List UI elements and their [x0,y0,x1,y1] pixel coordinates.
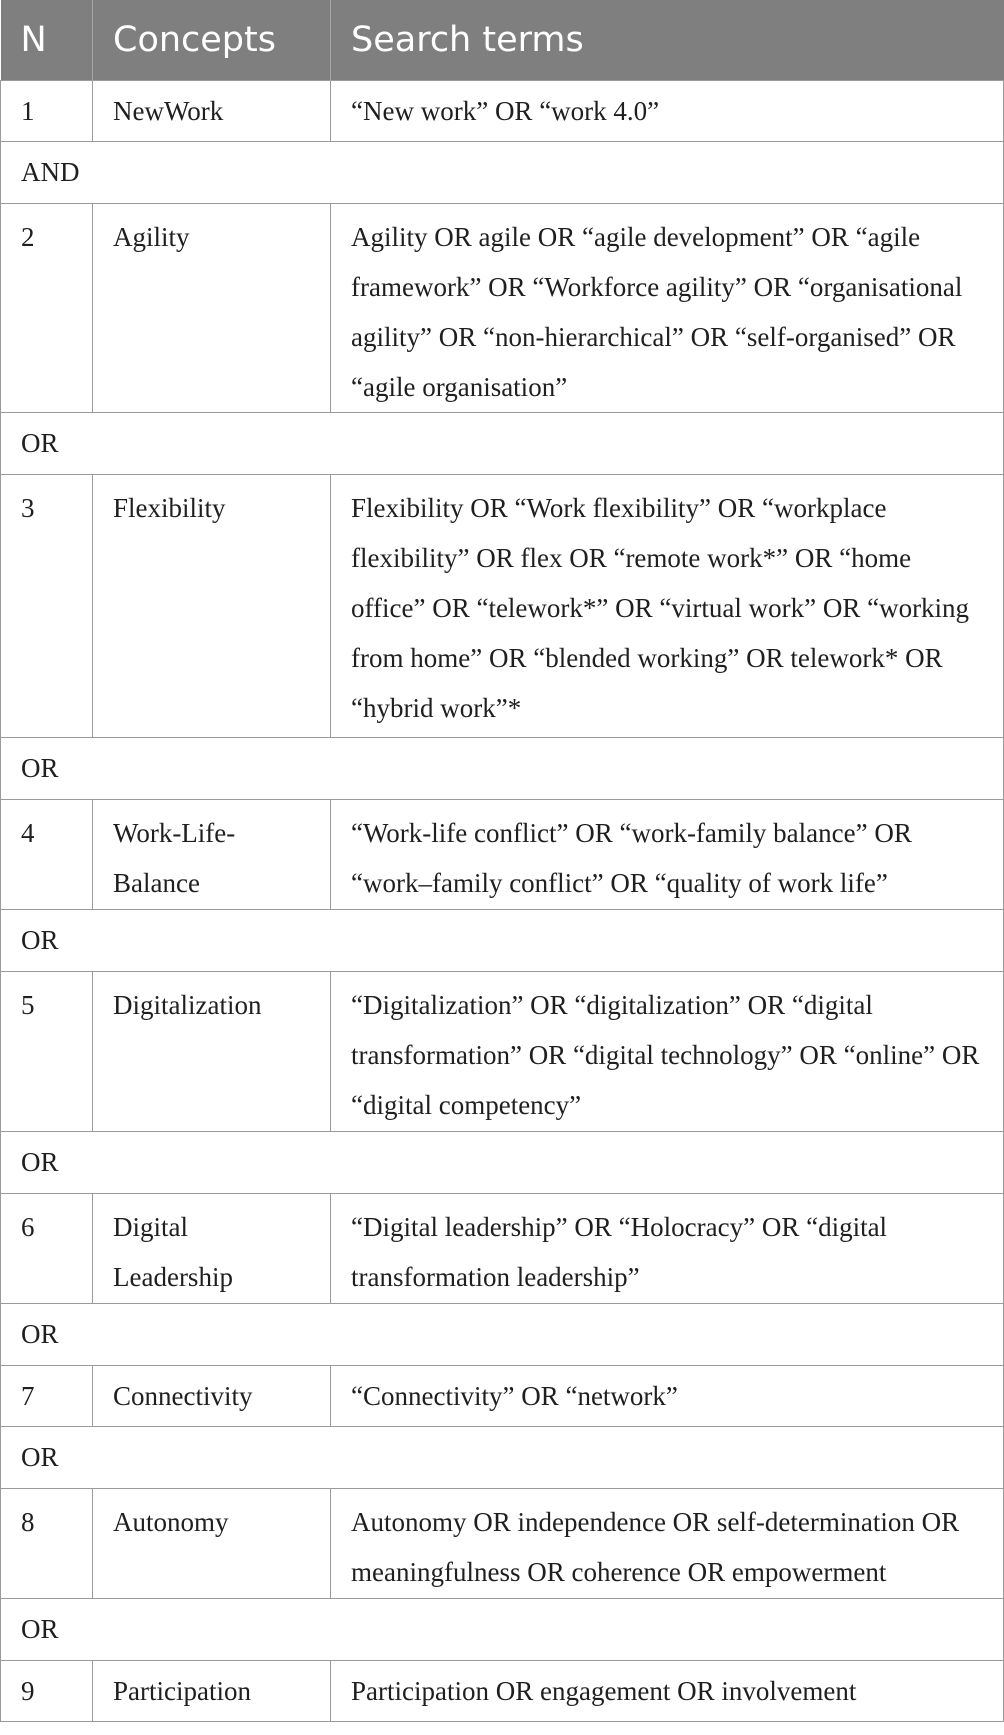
row-number: 2 [1,203,93,412]
connector-row [1,737,1004,799]
table-row [1,80,1004,141]
table-row [1,1365,1004,1426]
row-terms: “New work” OR “work 4.0” [331,80,1004,141]
connector-label: OR [1,909,1004,971]
row-terms: “Digital leadership” OR “Holocracy” OR “digital transformation leadership” [331,1193,1004,1303]
row-number: 1 [1,80,93,141]
row-number: 3 [1,474,93,737]
connector-row [1,1598,1004,1660]
connector-label: OR [1,1426,1004,1488]
row-terms: “Work-life conflict” OR “work-family balance” OR “work–family conflict” OR “quality of work life” [331,799,1004,909]
row-number: 5 [1,971,93,1131]
header-concepts: Concepts [93,0,331,80]
header-n: N [1,0,93,80]
connector-label: AND [1,141,1004,203]
row-terms: Participation OR engagement OR involvement [331,1660,1004,1721]
row-number: 9 [1,1660,93,1721]
row-concept: Participation [93,1660,331,1721]
row-concept: NewWork [93,80,331,141]
row-concept: Work-Life-Balance [93,799,331,909]
header-search-terms: Search terms [331,0,1004,80]
connector-row [1,1131,1004,1193]
table-row [1,474,1004,737]
row-concept: Autonomy [93,1488,331,1598]
table-header [1,0,1004,80]
table-row [1,1488,1004,1598]
table-row [1,799,1004,909]
row-terms: “Connectivity” OR “network” [331,1365,1004,1426]
row-terms: Agility OR agile OR “agile development” OR “agile framework” OR “Workforce agility” OR “organisational agility” OR “non-hierarchical” OR “self-organised” OR “agile organisation” [331,203,1004,412]
connector-label: OR [1,412,1004,474]
row-number: 4 [1,799,93,909]
row-concept: Agility [93,203,331,412]
connector-row [1,909,1004,971]
row-terms: “Digitalization” OR “digitalization” OR “digital transformation” OR “digital technology” OR “online” OR “digital competency” [331,971,1004,1131]
table-row [1,1193,1004,1303]
connector-row [1,412,1004,474]
table-row [1,1660,1004,1721]
connector-row [1,1426,1004,1488]
table-row [1,971,1004,1131]
row-number: 8 [1,1488,93,1598]
connector-row [1,1303,1004,1365]
table-row [1,203,1004,412]
table-body [1,80,1004,1721]
row-terms: Autonomy OR independence OR self-determination OR meaningfulness OR coherence OR empowerment [331,1488,1004,1598]
row-concept: Connectivity [93,1365,331,1426]
row-terms: Flexibility OR “Work flexibility” OR “workplace flexibility” OR flex OR “remote work*” OR “home office” OR “telework*” OR “virtual work” OR “working from home” OR “blended working” OR telework* OR “hybrid work”* [331,474,1004,737]
connector-label: OR [1,1598,1004,1660]
row-number: 7 [1,1365,93,1426]
row-concept: Digital Leadership [93,1193,331,1303]
connector-label: OR [1,737,1004,799]
row-number: 6 [1,1193,93,1303]
connector-row [1,141,1004,203]
row-concept: Flexibility [93,474,331,737]
connector-label: OR [1,1131,1004,1193]
connector-label: OR [1,1303,1004,1365]
row-concept: Digitalization [93,971,331,1131]
